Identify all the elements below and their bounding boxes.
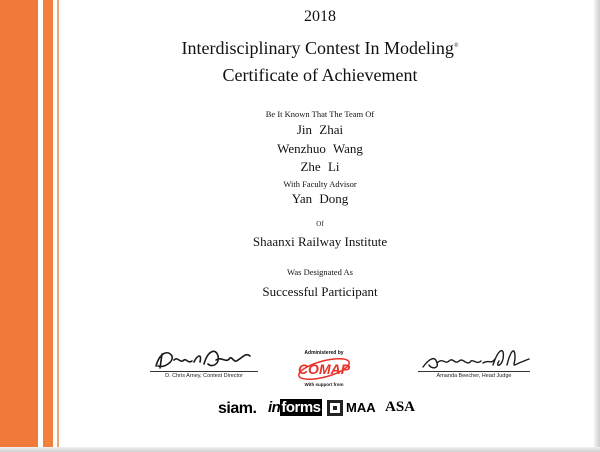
comap-logo <box>295 356 353 382</box>
page-shadow-bottom <box>0 447 600 452</box>
team-intro: Be It Known That The Team Of <box>265 109 375 119</box>
informs-logo-prefix: in <box>268 399 281 416</box>
administered-by-label: Administered by <box>304 350 344 356</box>
of-label: Of <box>316 220 324 228</box>
comap-logo-block <box>294 350 354 390</box>
team-member: Jin Zhai <box>296 122 344 137</box>
contest-director-caption: D. Chris Arney, Contest Director <box>165 373 243 379</box>
team-member: Wenzhuo Wang <box>277 141 363 156</box>
contest-director-signature <box>150 346 258 370</box>
contest-name: Interdisciplinary Contest In Modeling <box>181 38 454 58</box>
signature-line-left <box>150 371 258 372</box>
faculty-advisor: Yan Dong <box>291 191 349 206</box>
designation-result: Successful Participant <box>262 284 378 299</box>
siam-logo: siam. <box>218 400 257 417</box>
head-judge-signature <box>415 345 535 373</box>
maa-emblem-icon <box>326 399 344 417</box>
team-member: Zhe Li <box>300 159 340 174</box>
orange-border-stripe-outer <box>0 0 38 452</box>
institution-name: Shaanxi Railway Institute <box>252 234 388 249</box>
contest-title <box>40 38 600 59</box>
comap-logo-text: COMAP <box>297 361 351 377</box>
signature-line-right <box>418 371 530 372</box>
support-label: With support from <box>304 382 344 387</box>
certificate-year: 2018 <box>304 8 336 25</box>
informs-logo-box: forms <box>281 399 321 416</box>
asa-logo: ASA <box>385 399 416 415</box>
registered-mark: ® <box>453 43 459 49</box>
maa-logo <box>326 398 378 418</box>
certificate-title: Certificate of Achievement <box>222 65 418 85</box>
designation-intro: Was Designated As <box>287 267 353 277</box>
advisor-intro: With Faculty Advisor <box>283 179 357 189</box>
informs-logo <box>268 399 322 416</box>
head-judge-caption: Amanda Beecher, Head Judge <box>436 373 512 379</box>
maa-logo-text: MAA <box>346 400 376 415</box>
